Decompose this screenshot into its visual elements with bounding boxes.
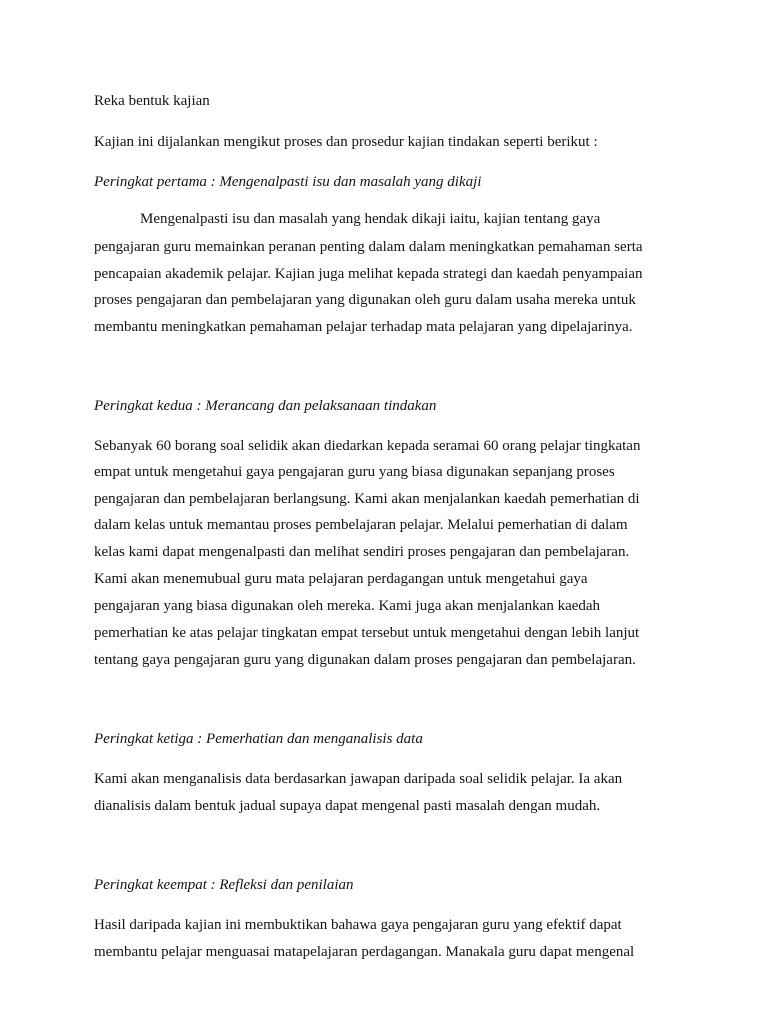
stage2-line: Sebanyak 60 borang soal selidik akan diedarkan kepada seramai 60 orang pelajar tingkatan — [94, 438, 641, 454]
document-title: Reka bentuk kajian — [94, 93, 210, 109]
stage1-line: membantu meningkatkan pemahaman pelajar terhadap mata pelajaran yang dipelajarinya. — [94, 319, 633, 335]
stage1-line: proses pengajaran dan pembelajaran yang digunakan oleh guru dalam usaha mereka untuk — [94, 292, 636, 308]
stage2-line: empat untuk mengetahui gaya pengajaran guru yang biasa digunakan sepanjang proses — [94, 464, 615, 480]
stage1-line: Mengenalpasti isu dan masalah yang hendak dikaji iaitu, kajian tentang gaya — [140, 211, 601, 227]
stage2-line: pengajaran dan pembelajaran berlangsung. Kami akan menjalankan kaedah pemerhatian di — [94, 491, 640, 507]
stage3-line: dianalisis dalam bentuk jadual supaya dapat mengenal pasti masalah dengan mudah. — [94, 798, 601, 814]
stage4-line: membantu pelajar menguasai matapelajaran perdagangan. Manakala guru dapat mengenal — [94, 944, 635, 960]
stage1-line: pencapaian akademik pelajar. Kajian juga melihat kepada strategi dan kaedah penyampaian — [94, 266, 643, 282]
intro-text: Kajian ini dijalankan mengikut proses dan prosedur kajian tindakan seperti berikut : — [94, 134, 598, 150]
stage1-line: pengajaran guru memainkan peranan penting dalam dalam meningkatkan pemahaman serta — [94, 239, 643, 255]
stage2-line: dalam kelas untuk memantau proses pembelajaran pelajar. Melalui pemerhatian di dalam — [94, 517, 628, 533]
stage2-line: pengajaran yang biasa digunakan oleh mereka. Kami juga akan menjalankan kaedah — [94, 598, 601, 614]
stage2-line: Kami akan menemubual guru mata pelajaran perdagangan untuk mengetahui gaya — [94, 571, 588, 587]
stage3-heading: Peringkat ketiga : Pemerhatian dan menganalisis data — [94, 731, 423, 747]
stage4-line: Hasil daripada kajian ini membuktikan bahawa gaya pengajaran guru yang efektif dapat — [94, 917, 622, 933]
stage3-line: Kami akan menganalisis data berdasarkan jawapan daripada soal selidik pelajar. Ia akan — [94, 771, 623, 787]
stage2-line: tentang gaya pengajaran guru yang digunakan dalam proses pengajaran dan pembelajaran. — [94, 652, 636, 668]
stage2-heading: Peringkat kedua : Merancang dan pelaksanaan tindakan — [94, 398, 437, 414]
stage2-line: kelas kami dapat mengenalpasti dan melihat sendiri proses pengajaran dan pembelajaran. — [94, 544, 630, 560]
stage1-heading: Peringkat pertama : Mengenalpasti isu dan masalah yang dikaji — [94, 174, 482, 190]
stage4-heading: Peringkat keempat : Refleksi dan penilaian — [94, 877, 354, 893]
stage2-line: pemerhatian ke atas pelajar tingkatan empat tersebut untuk mengetahui dengan lebih lanjut — [94, 625, 640, 641]
